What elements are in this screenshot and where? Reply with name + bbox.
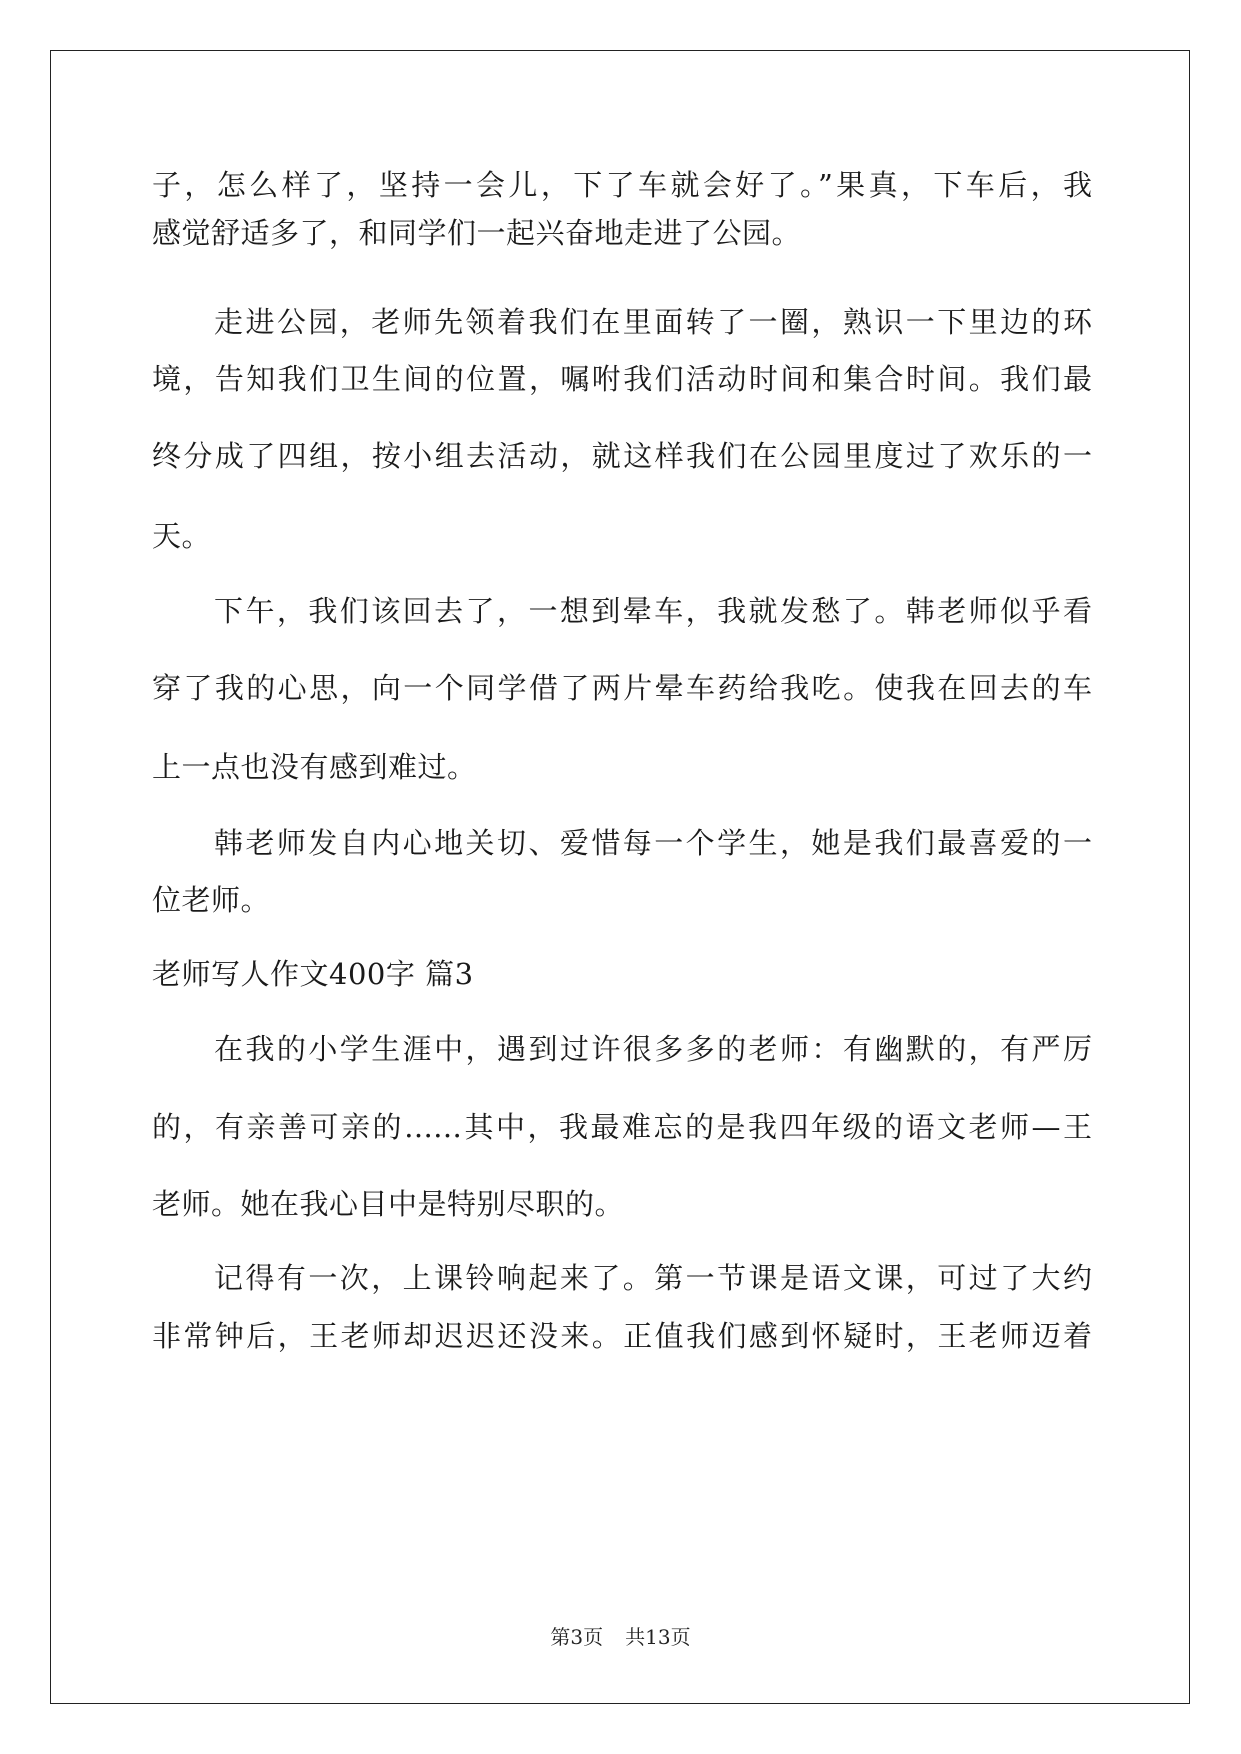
text-line: 感觉舒适多了，和同学们一起兴奋地走进了公园。: [152, 216, 802, 250]
text-line: 上一点也没有感到难过。: [152, 750, 477, 784]
text-line: 穿了我的心思，向一个同学借了两片晕车药给我吃。使我在回去的车: [152, 671, 1092, 705]
page-frame: [50, 50, 1190, 1704]
page-number: 第3页: [550, 1625, 604, 1649]
text-line: 非常钟后，王老师却迟迟还没来。正值我们感到怀疑时，王老师迈着: [152, 1319, 1092, 1353]
section-heading: 老师写人作文400字 篇3: [152, 957, 474, 991]
text-line: 老师。她在我心目中是特别尽职的。: [152, 1187, 625, 1221]
text-line: 终分成了四组，按小组去活动，就这样我们在公园里度过了欢乐的一: [152, 439, 1092, 473]
text-line: 境，告知我们卫生间的位置，嘱咐我们活动时间和集合时间。我们最: [152, 362, 1092, 396]
text-line: 在我的小学生涯中，遇到过许很多多的老师：有幽默的，有严厉: [214, 1032, 1092, 1066]
page-total: 共13页: [625, 1625, 691, 1649]
text-line: 子，怎么样了，坚持一会儿，下了车就会好了。”果真，下车后，我: [152, 168, 1092, 202]
text-line: 韩老师发自内心地关切、爱惜每一个学生，她是我们最喜爱的一: [214, 826, 1092, 860]
text-line: 记得有一次，上课铃响起来了。第一节课是语文课，可过了大约: [214, 1261, 1092, 1295]
text-line: 下午，我们该回去了，一想到晕车，我就发愁了。韩老师似乎看: [214, 594, 1092, 628]
text-line: 的，有亲善可亲的……其中，我最难忘的是我四年级的语文老师—王: [152, 1110, 1092, 1144]
page-footer: [0, 1621, 1241, 1650]
text-line: 天。: [152, 519, 212, 553]
text-line: 走进公园，老师先领着我们在里面转了一圈，熟识一下里边的环: [214, 305, 1092, 339]
text-line: 位老师。: [152, 883, 271, 917]
